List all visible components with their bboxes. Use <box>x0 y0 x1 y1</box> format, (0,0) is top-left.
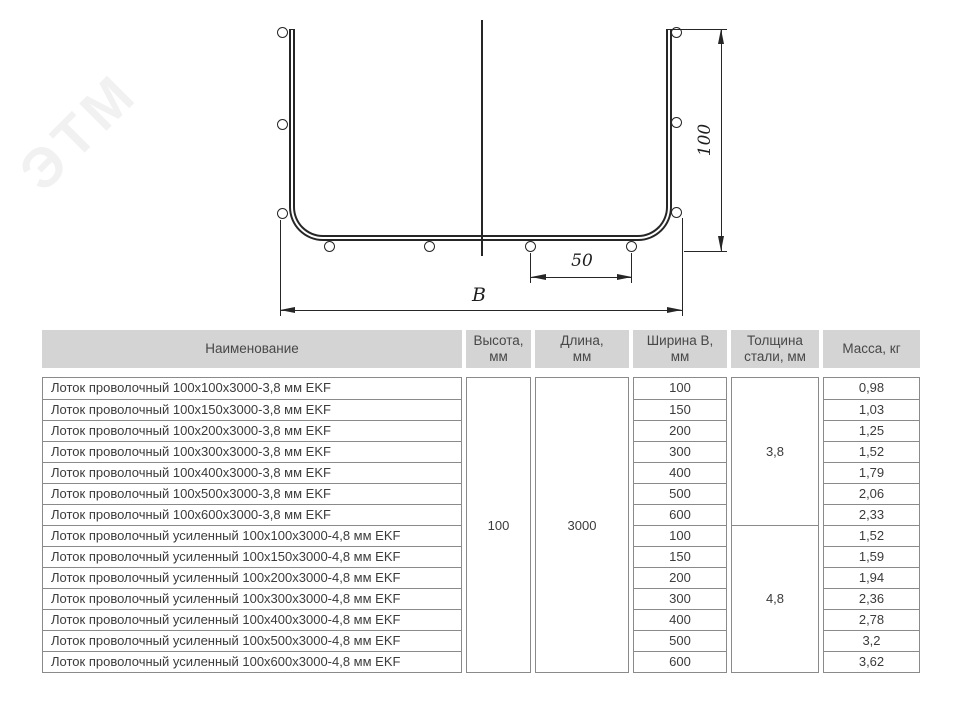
mass-value-cell: 1,94 <box>824 567 919 588</box>
mass-value-cell: 1,03 <box>824 399 919 420</box>
header-label: стали, мм <box>744 349 806 364</box>
arrowhead-left-icon <box>531 274 546 280</box>
header-label: Толщина <box>747 332 803 348</box>
product-name-cell: Лоток проволочный усиленный 100х100х3000-4,8 мм EKF <box>43 525 461 546</box>
dimension-label-width: B <box>472 284 486 306</box>
column-height <box>466 377 531 673</box>
etm-watermark: ЭТМ <box>6 60 150 203</box>
width-value-cell: 200 <box>634 420 726 441</box>
dimension-label-spacing: 50 <box>571 251 593 271</box>
product-name-cell: Лоток проволочный 100х500х3000-3,8 мм EKF <box>43 483 461 504</box>
mass-value-cell: 1,79 <box>824 462 919 483</box>
column-mass <box>823 377 920 673</box>
width-value-cell: 600 <box>634 651 726 672</box>
wire-cross-section-dot <box>671 207 682 218</box>
product-name-cell: Лоток проволочный усиленный 100х600х3000-4,8 мм EKF <box>43 651 461 672</box>
product-name-cell: Лоток проволочный усиленный 100х500х3000-4,8 мм EKF <box>43 630 461 651</box>
wire-cross-section-dot <box>525 241 536 252</box>
product-name-cell: Лоток проволочный 100х400х3000-3,8 мм EKF <box>43 462 461 483</box>
product-name-cell: Лоток проволочный 100х600х3000-3,8 мм EKF <box>43 504 461 525</box>
header-label: мм <box>489 349 508 364</box>
mass-value-cell: 1,52 <box>824 525 919 546</box>
table-body <box>42 377 920 673</box>
length-value-cell: 3000 <box>567 517 597 533</box>
col-header-thickness <box>731 330 819 368</box>
col-header-mass <box>823 330 920 368</box>
mass-value-cell: 2,36 <box>824 588 919 609</box>
mass-value-cell: 3,2 <box>824 630 919 651</box>
header-label: Длина, <box>560 332 604 348</box>
width-value-cell: 100 <box>669 380 691 395</box>
arrowhead-left-icon <box>280 307 295 313</box>
column-thickness <box>731 377 819 673</box>
product-name-cell: Лоток проволочный 100х150х3000-3,8 мм EKF <box>43 399 461 420</box>
mass-value-cell: 0,98 <box>858 380 885 395</box>
mass-value-cell: 2,06 <box>824 483 919 504</box>
wire-cross-section-dot <box>277 27 288 38</box>
col-header-height <box>466 330 531 368</box>
mass-value-cell: 3,62 <box>824 651 919 672</box>
thickness-value-cell: 4,8 <box>732 525 818 672</box>
column-width <box>633 377 727 673</box>
width-value-cell: 500 <box>634 483 726 504</box>
height-value-cell: 100 <box>487 517 510 533</box>
col-header-length <box>535 330 629 368</box>
header-label: Наименование <box>205 340 299 356</box>
width-value-cell: 200 <box>634 567 726 588</box>
table-header-row <box>42 330 920 368</box>
arrowhead-right-icon <box>667 307 682 313</box>
product-name-cell: Лоток проволочный усиленный 100х300х3000-4,8 мм EKF <box>43 588 461 609</box>
header-label: Ширина B, <box>646 332 714 348</box>
header-label: Масса, кг <box>842 340 901 356</box>
arrowhead-down-icon <box>718 236 724 251</box>
dimension-line <box>280 310 682 311</box>
product-name-cell: Лоток проволочный усиленный 100х400х3000-4,8 мм EKF <box>43 609 461 630</box>
width-value-cell: 500 <box>634 630 726 651</box>
col-header-name <box>42 330 462 368</box>
width-value-cell: 400 <box>634 462 726 483</box>
width-value-cell: 300 <box>634 588 726 609</box>
width-value-cell: 400 <box>634 609 726 630</box>
dimension-line <box>721 29 722 251</box>
wire-cross-section-dot <box>671 117 682 128</box>
wire-cross-section-dot <box>277 208 288 219</box>
center-axis-line <box>481 20 483 256</box>
thickness-value-cell: 3,8 <box>765 443 785 459</box>
product-name-cell: Лоток проволочный усиленный 100х150х3000-4,8 мм EKF <box>43 546 461 567</box>
col-header-width <box>633 330 727 368</box>
arrowhead-right-icon <box>617 274 632 280</box>
width-value-cell: 100 <box>634 525 726 546</box>
product-name-cell: Лоток проволочный 100х300х3000-3,8 мм EKF <box>43 441 461 462</box>
product-name-cell: Лоток проволочный 100х200х3000-3,8 мм EKF <box>43 420 461 441</box>
wire-cross-section-dot <box>626 241 637 252</box>
wire-cross-section-dot <box>424 241 435 252</box>
width-value-cell: 150 <box>634 546 726 567</box>
extension-line <box>280 220 281 316</box>
header-label: мм <box>670 349 690 364</box>
width-value-cell: 150 <box>634 399 726 420</box>
column-names <box>42 377 462 673</box>
product-name-cell: Лоток проволочный 100х100х3000-3,8 мм EKF <box>51 380 331 395</box>
header-label: мм <box>572 349 592 364</box>
mass-value-cell: 2,33 <box>824 504 919 525</box>
column-length <box>535 377 629 673</box>
arrowhead-up-icon <box>718 29 724 44</box>
mass-value-cell: 1,59 <box>824 546 919 567</box>
mass-value-cell: 1,25 <box>824 420 919 441</box>
width-value-cell: 300 <box>634 441 726 462</box>
dimension-label-height: 100 <box>695 123 715 157</box>
spec-table <box>42 330 920 673</box>
mass-value-cell: 1,52 <box>824 441 919 462</box>
wire-cross-section-dot <box>324 241 335 252</box>
width-value-cell: 600 <box>634 504 726 525</box>
extension-line <box>682 218 683 316</box>
wire-cross-section-dot <box>277 119 288 130</box>
product-name-cell: Лоток проволочный усиленный 100х200х3000-4,8 мм EKF <box>43 567 461 588</box>
header-label: Высота, <box>473 332 524 348</box>
wire-end-cap <box>289 29 295 31</box>
mass-value-cell: 2,78 <box>824 609 919 630</box>
